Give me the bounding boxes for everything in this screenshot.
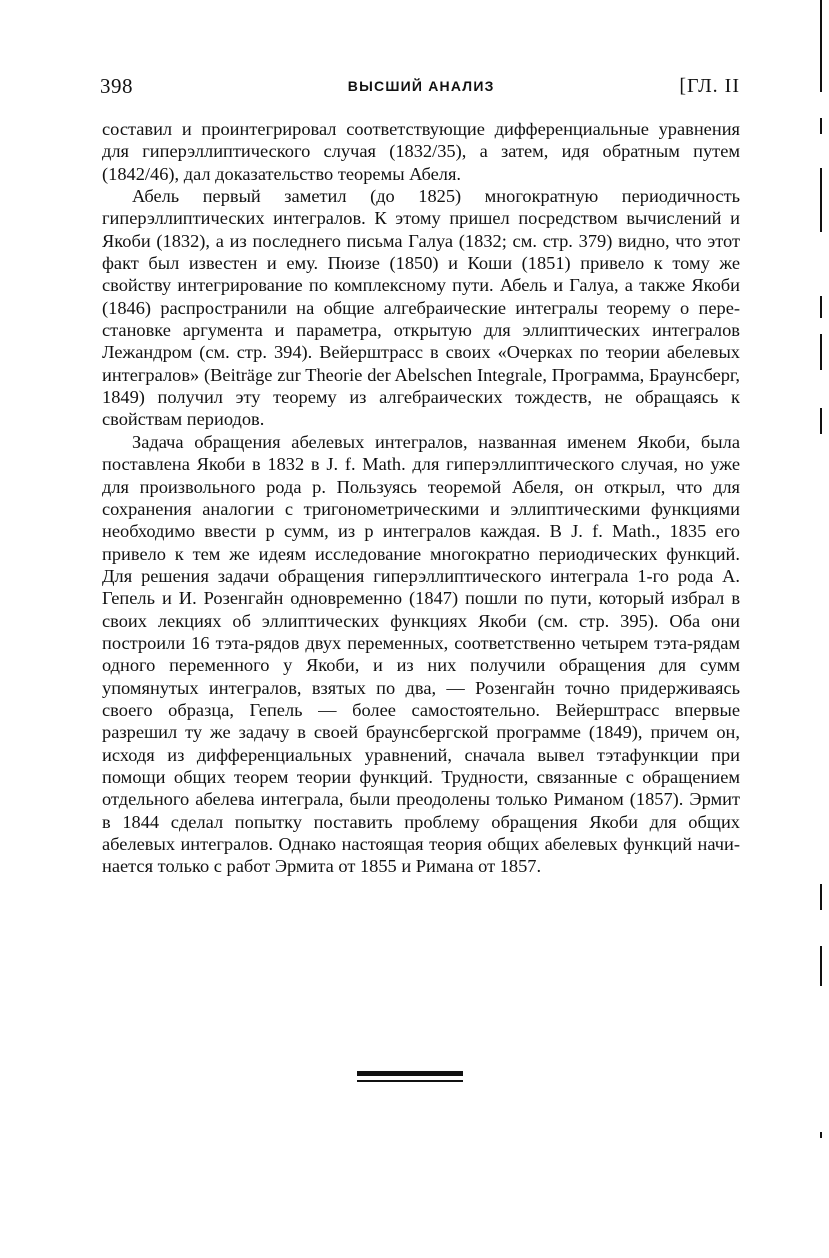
page-header	[100, 74, 740, 98]
chapter-reference: [ГЛ. II	[679, 74, 740, 97]
scan-edge-mark	[820, 334, 822, 370]
paragraph-continuation: составил и проинтегрировал соответствующие дифференциальные уравнения для гиперэллиптического случая (1832/35), а затем, идя обратным путем (1842/46), дал доказательство теоремы Абеля.	[102, 119, 740, 184]
scan-edge-mark	[820, 168, 822, 232]
section-end-rule	[357, 1071, 463, 1082]
scan-edge-mark	[820, 1132, 822, 1138]
body-text	[102, 118, 740, 878]
rule-thin-line	[357, 1080, 463, 1082]
scan-edge-mark	[820, 408, 822, 434]
scan-edge-mark	[820, 946, 822, 986]
page-number: 398	[100, 73, 133, 98]
paragraph-periodicity: Абель первый заметил (до 1825) многократную периодичность гиперэллиптических интегралов. К этому пришел посредством вычислений и Якоби (1832), а из последнего письма Галуа (1832; см. стр. 379) видно, что этот факт был известен и ему. Пюизе (1850) и Коши (1851) привело к тому же свойству интегрирование по комплексному пути. Абель и Галуа, а также Якоби (1846) распространили на общие алгебраические интегралы теорему о перестановке аргумента и параметра, открытую для эллиптических интегралов Лежандром (см. стр. 394). Вейерштрасс в своих «Очерках по теории абелевых интегралов» (Beiträge zur Theorie der Abelschen Integrale, Программа, Браунсберг, 1849) получил эту теорему из алгебраических тождеств, не обращаясь к свойствам периодов.	[102, 186, 740, 430]
scan-edge-mark	[820, 118, 822, 134]
scan-edge-mark	[820, 884, 822, 910]
scan-edge-mark	[820, 296, 822, 318]
scan-edge-mark	[820, 0, 822, 92]
paragraph-inversion-problem: Задача обращения абелевых интегралов, названная именем Якоби, была поставлена Якоби в 1832 в J. f. Math. для гиперэллиптического случая, но уже для произвольного рода p. Пользуясь теоремой Абеля, он открыл, что для сохранения аналогии с тригонометрическими и эллиптическими функциями необходимо ввести p сумм, из p интегралов каждая. В J. f. Math., 1835 его привело к тем же идеям исследование многократно периодических функций. Для решения задачи обращения гиперэллиптического интеграла 1-го рода А. Гепель и И. Розенгайн одновременно (1847) пошли по пути, который избрал в своих лекциях об эллиптических функциях Якоби (см. стр. 395). Оба они построили 16 тэта-рядов двух переменных, соответственно четырем тэта-рядам одного переменного у Якоби, и из них получили обращения для сумм упомянутых интегралов, взятых по два, — Розенгайн точно придерживаясь своего образца, Гепель — более самостоятельно. Вейерштрасс впервые разрешил ту же задачу в своей браунсбергской программе (1849), причем он, исходя из дифференциальных уравнений, сначала вывел тэтафункции при помощи общих теорем теории функций. Трудности, связанные с обращением отдельного абелева интеграла, были преодолены только Риманом (1857). Эрмит в 1844 сделал попытку поставить проблему обращения Якоби для общих абелевых интегралов. Однако настоящая теория общих абелевых функций начинается только с работ Эрмита от 1855 и Римана от 1857.	[102, 431, 740, 877]
running-title: ВЫСШИЙ АНАЛИЗ	[347, 78, 495, 94]
